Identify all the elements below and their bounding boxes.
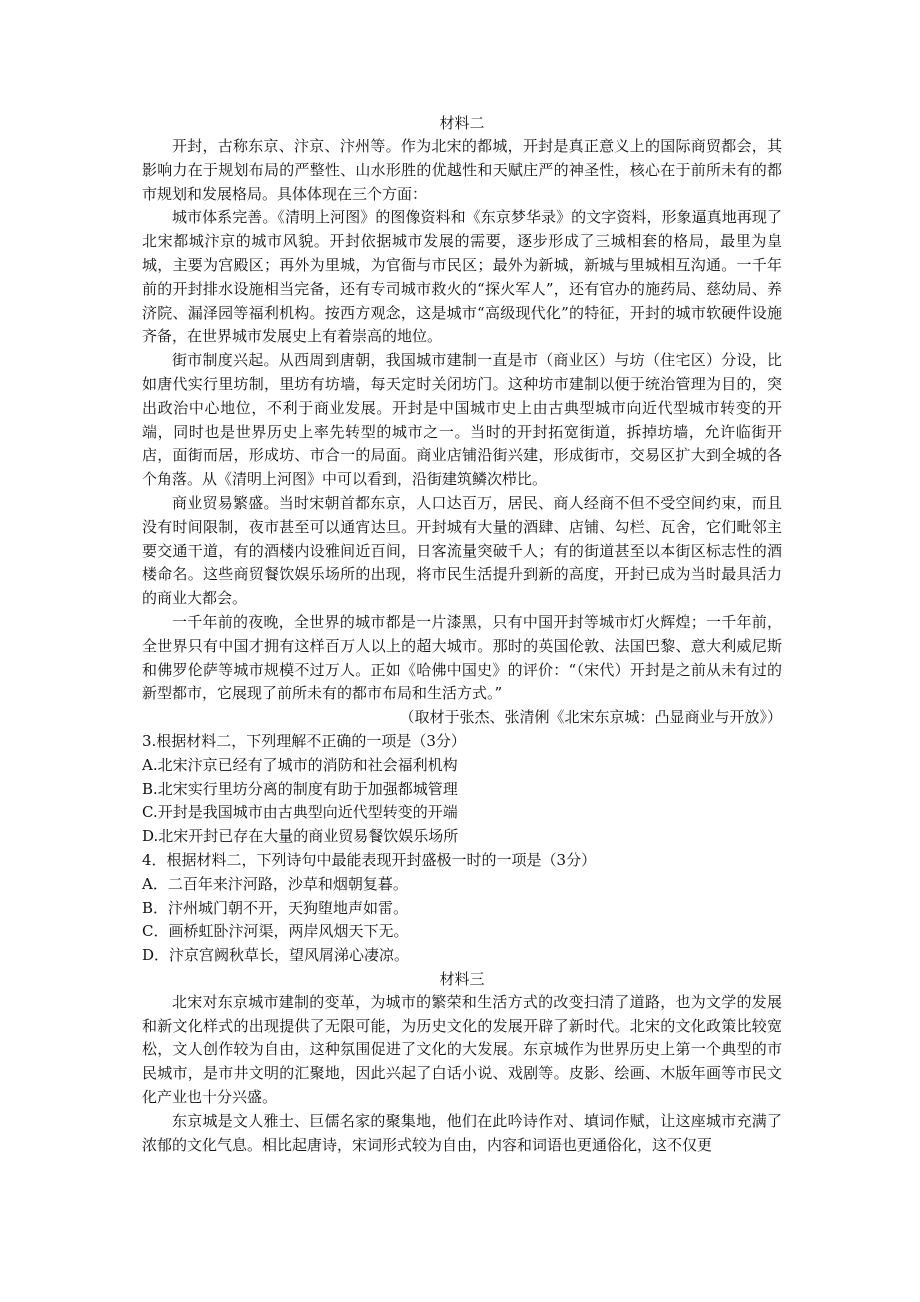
material3-paragraph-2: 东京城是文人雅士、巨儒名家的聚集地，他们在此吟诗作对、填词作赋，让这座城市充满了浓郁的文化气息。相比起唐诗，宋词形式较为自由，内容和词语也更通俗化，这不仅更 <box>142 1111 782 1154</box>
question3-stem: 3.根据材料二，下列理解不正确的一项是（3分） <box>142 731 466 750</box>
question3-option-d: D.北宋开封已存在大量的商业贸易餐饮娱乐场所 <box>142 827 459 846</box>
material2-paragraph-2: 城市体系完善。《清明上河图》的图像资料和《东京梦华录》的文字资料，形象逼真地再现了北宋都城汴京的城市风貌。开封依据城市发展的需要，逐步形成了三城相套的格局，最里为皇城，主要为宫殿区；再外为里城，为官衙与市民区；最外为新城，新城与里城相互沟通。一千年前的开封排水设施相当完备，还有专司城市救火的“探火军人”，还有官办的施药局、慈幼局、养济院、漏泽园等福利机构。按西方观念，这是城市“高级现代化”的特征，开封的城市软硬件设施齐备，在世界城市发展史上有着崇高的地位。 <box>142 208 782 346</box>
question3-option-c: C.开封是我国城市由古典型向近代型转变的开端 <box>142 803 458 822</box>
question4-stem: 4．根据材料二，下列诗句中最能表现开封盛极一时的一项是（3分） <box>142 850 597 869</box>
question4-option-b: B．汴州城门朝不开，天狗堕地声如雷。 <box>142 898 409 917</box>
material3-title: 材料三 <box>439 969 485 988</box>
material2-paragraph-4: 商业贸易繁盛。当时宋朝首都东京，人口达百万，居民、商人经商不但不受空间约束，而且没有时间限制，夜市甚至可以通宵达旦。开封城有大量的酒肆、店铺、勾栏、瓦舍，它们毗邻主要交通干道，有的酒楼内设雅间近百间，日客流量突破千人；有的街道甚至以本街区标志性的酒楼命名。这些商贸餐饮娱乐场所的出现，将市民生活提升到新的高度，开封已成为当时最具活力的商业大都会。 <box>142 493 782 608</box>
material2-title: 材料二 <box>439 114 485 132</box>
question4-option-a: A．二百年来汴河路，沙草和烟朝复暮。 <box>142 874 408 893</box>
document-page <box>142 112 782 1157</box>
question4-option-d: D．汴京宫阙秋草长，望风屑涕心凄凉。 <box>142 946 410 965</box>
material2-paragraph-1: 开封，古称东京、汴京、汴州等。作为北宋的都城，开封是真正意义上的国际商贸都会，其影响力在于规划布局的严整性、山水形胜的优越性和天赋庄严的神圣性，核心在于前所未有的都市规划和发展格局。具体体现在三个方面： <box>142 137 782 203</box>
material2-source: （取材于张杰、张清俐《北宋东京城：凸显商业与开放》） <box>399 708 782 727</box>
material2-paragraph-3: 街市制度兴起。从西周到唐朝，我国城市建制一直是市（商业区）与坊（住宅区）分设，比如唐代实行里坊制，里坊有坊墙，每天定时关闭坊门。这种坊市建制以便于统治管理为目的，突出政治中心地位，不利于商业发展。开封是中国城市史上由古典型城市向近代型城市转变的开端，同时也是世界历史上率先转型的城市之一。当时的开封拓宽街道，拆掉坊墙，允许临街开店，面街而居，形成坊、市合一的局面。商业店铺沿街兴建，形成街市，交易区扩大到全城的各个角落。从《清明上河图》中可以看到，沿街建筑鳞次栉比。 <box>142 351 782 489</box>
question3-option-a: A.北宋汴京已经有了城市的消防和社会福利机构 <box>142 755 458 774</box>
question4-option-c: C．画桥虹卧汴河渠，两岸风烟天下无。 <box>142 922 409 941</box>
material3-paragraph-1: 北宋对东京城市建制的变革，为城市的繁荣和生活方式的改变扫清了道路，也为文学的发展和新文化样式的出现提供了无限可能，为历史文化的发展开辟了新时代。北宋的文化政策比较宽松，文人创作较为自由，这种氛围促进了文化的大发展。东京城作为世界历史上第一个典型的市民城市，是市井文明的汇聚地，因此兴起了白话小说、戏剧等。皮影、绘画、木版年画等市民文化产业也十分兴盛。 <box>142 992 782 1107</box>
material2-paragraph-5: 一千年前的夜晚，全世界的城市都是一片漆黑，只有中国开封等城市灯火辉煌；一千年前，全世界只有中国才拥有这样百万人以上的超大城市。那时的英国伦敦、法国巴黎、意大利威尼斯和佛罗伦萨等城市规模不过万人。正如《哈佛中国史》的评价：“（宋代）开封是之前从未有过的新型都市，它展现了前所未有的都市布局和生活方式。” <box>142 612 782 703</box>
question3-option-b: B.北宋实行里坊分离的制度有助于加强都城管理 <box>142 779 458 798</box>
